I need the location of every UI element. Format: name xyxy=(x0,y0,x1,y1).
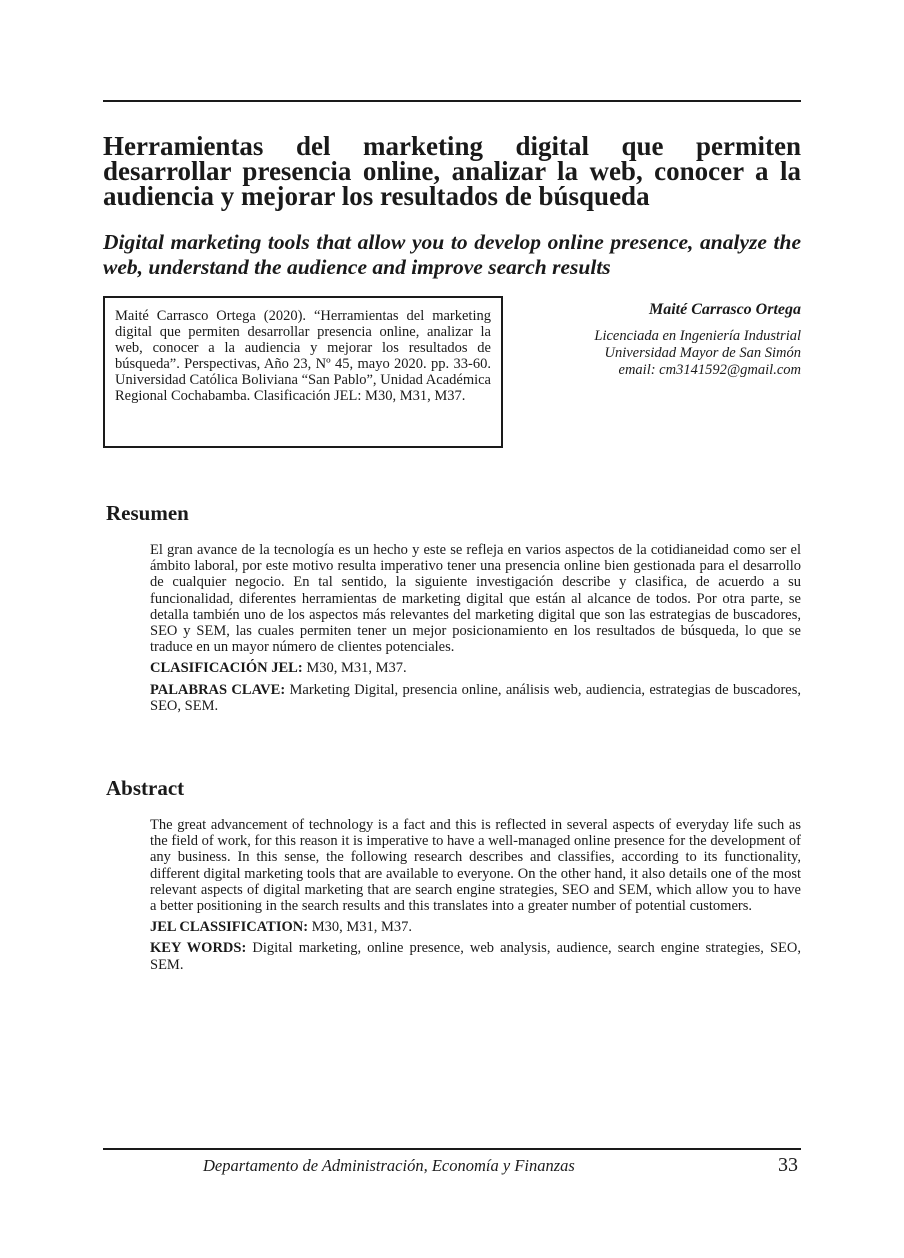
abstract-section xyxy=(150,817,801,978)
resumen-keywords-label: PALABRAS CLAVE: xyxy=(150,681,286,698)
resumen-keywords xyxy=(150,682,801,714)
resumen-heading: Resumen xyxy=(106,501,189,525)
footer-rule xyxy=(103,1148,801,1150)
abstract-body: The great advancement of technology is a fact and this is reflected in several aspects of everyday life such as the field of work, for this reason it is imperative to have a well-managed online presence for the development of any business. In this sense, the following research describes and classifies, according to its functionality, different digital marketing tools that are available to everyone. On the other hand, it also details one of the most relevant aspects of digital marketing that are search engine strategies, SEO and SEM, which allow you to have a better positioning in the search results and this translates into a greater number of potential customers. xyxy=(150,817,801,915)
abstract-heading: Abstract xyxy=(106,776,185,800)
resumen-jel-value: M30, M31, M37. xyxy=(302,660,407,677)
abstract-keywords xyxy=(150,940,801,972)
author-name: Maité Carrasco Ortega xyxy=(649,301,801,318)
resumen-keywords-value: Marketing Digital, presencia online, análisis web, audiencia, estrategias de buscadores, SEO, SEM. xyxy=(150,681,801,714)
author-block xyxy=(520,300,801,379)
author-email: email: cm3141592@gmail.com xyxy=(618,362,801,378)
resumen-jel-label: CLASIFICACIÓN JEL: xyxy=(150,660,303,677)
resumen-jel xyxy=(150,660,801,676)
resumen-section xyxy=(150,542,801,719)
article-title-english: Digital marketing tools that allow you to develop online presence, analyze the web, understand the audience and improve search results xyxy=(103,230,801,279)
abstract-keywords-label: KEY WORDS: xyxy=(150,940,247,957)
abstract-jel-value: M30, M31, M37. xyxy=(308,919,413,936)
footer-department: Departamento de Administración, Economía y Finanzas xyxy=(203,1156,575,1175)
citation-box xyxy=(103,296,503,448)
abstract-keywords-value: Digital marketing, online presence, web analysis, audience, search engine strategies, SEO, SEM. xyxy=(150,940,801,973)
author-university: Universidad Mayor de San Simón xyxy=(604,345,801,361)
abstract-jel-label: JEL CLASSIFICATION: xyxy=(150,919,309,936)
abstract-jel xyxy=(150,919,801,935)
citation-text: Maité Carrasco Ortega (2020). “Herramientas del marketing digital que permiten desarrollar presencia online, analizar la web, conocer a la audiencia y mejorar los resultados de búsqueda”. Perspectivas, Año 23, Nº 45, mayo 2020. pp. 33-60. Universidad Católica Boliviana “San Pablo”, Unidad Académica Regional Cochabamba. Clasificación JEL: M30, M31, M37. xyxy=(115,308,491,404)
page-number: 33 xyxy=(778,1154,798,1176)
article-title-spanish: Herramientas del marketing digital que permiten desarrollar presencia online, analizar la web, conocer a la audiencia y mejorar los resultados de búsqueda xyxy=(103,131,801,211)
top-rule xyxy=(103,100,801,102)
author-degree: Licenciada en Ingeniería Industrial xyxy=(594,328,801,344)
resumen-body: El gran avance de la tecnología es un hecho y este se refleja en varios aspectos de la cotidianeidad como ser el ámbito laboral, por este motivo resulta imperativo tener una presencia online bien gestionada para el desarrollo de cualquier negocio. En tal sentido, la siguiente investigación describe y clasifica, de acuerdo a su funcionalidad, diferentes herramientas de marketing digital que están al alcance de todos. Por otra parte, se detalla también uno de los aspectos más relevantes del marketing digital que son las estrategias de buscadores, SEO y SEM, las cuales permiten tener un mejor posicionamiento en los resultados de búsqueda, lo que se traduce en un mayor número de clientes potenciales. xyxy=(150,542,801,656)
